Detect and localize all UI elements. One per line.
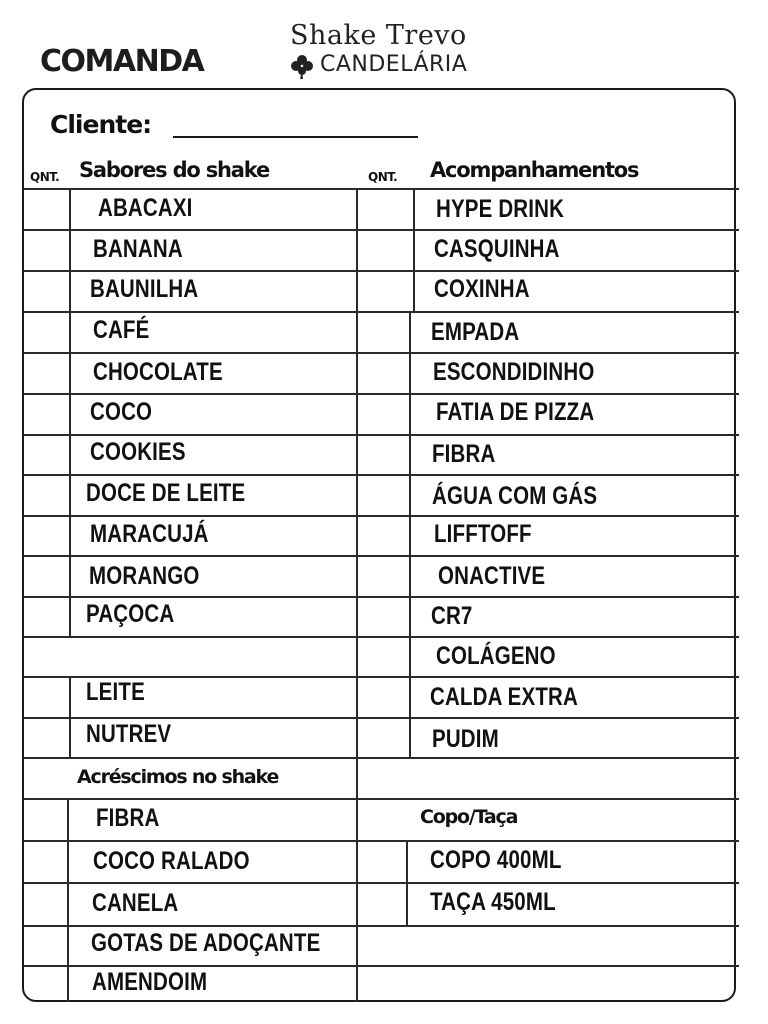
side-item: CR7 — [431, 602, 473, 630]
flavor-item: COCO — [90, 398, 153, 426]
side-item: LIFFTOFF — [434, 520, 532, 548]
brand-logo — [288, 18, 488, 88]
flavor-item: DOCE DE LEITE — [86, 479, 246, 507]
side-item: FATIA DE PIZZA — [436, 398, 595, 426]
qnt-label-left: QNT. — [30, 170, 60, 184]
extra-item: COCO RALADO — [93, 847, 250, 875]
cups-title: Copo/Taça — [420, 806, 518, 828]
side-item: ESCONDIDINHO — [433, 358, 595, 386]
flavor-item: MORANGO — [89, 562, 200, 590]
row-divider — [23, 965, 739, 967]
side-item: CALDA EXTRA — [430, 683, 578, 711]
side-item: FIBRA — [432, 440, 496, 468]
row-divider — [23, 555, 739, 557]
row-divider — [23, 636, 739, 638]
flavors-title: Sabores do shake — [79, 158, 270, 182]
flavor-item: COOKIES — [90, 438, 186, 466]
column-divider — [67, 798, 69, 1002]
flavor-item: BAUNILHA — [90, 275, 199, 303]
flavor-item: CAFÉ — [93, 316, 150, 344]
side-item: HYPE DRINK — [436, 195, 565, 223]
extra-item: GOTAS DE ADOÇANTE — [91, 929, 321, 957]
flavor-item: MARACUJÁ — [90, 520, 209, 548]
row-divider — [23, 925, 739, 927]
column-divider — [69, 188, 71, 636]
brand-name: Shake Trevo — [290, 20, 467, 51]
flavor-item: ABACAXI — [98, 194, 193, 222]
row-divider — [23, 352, 739, 354]
cup-item: TAÇA 450ML — [430, 888, 556, 916]
row-divider — [23, 229, 739, 231]
extra-item: CANELA — [92, 889, 179, 917]
extras-title: Acréscimos no shake — [77, 766, 279, 788]
brand-city: CANDELÁRIA — [320, 52, 468, 77]
cup-item: COPO 400ML — [430, 846, 562, 874]
page-title: COMANDA — [40, 44, 204, 79]
column-divider — [409, 311, 411, 757]
row-divider — [23, 840, 739, 842]
flavor-item: CHOCOLATE — [93, 358, 223, 386]
row-divider — [23, 882, 739, 884]
column-divider — [356, 188, 358, 1002]
row-divider — [23, 798, 739, 800]
qnt-label-right: QNT. — [368, 170, 398, 184]
base-item: LEITE — [86, 678, 145, 706]
client-name-field[interactable] — [173, 136, 418, 138]
client-label: Cliente: — [50, 110, 152, 139]
sides-title: Acompanhamentos — [430, 158, 639, 182]
flavor-item: PAÇOCA — [86, 600, 175, 628]
row-divider — [23, 188, 739, 190]
column-divider — [406, 840, 408, 925]
clover-icon — [288, 52, 316, 80]
side-item: EMPADA — [431, 318, 520, 346]
row-divider — [23, 474, 739, 476]
row-divider — [23, 717, 739, 719]
row-divider — [23, 311, 739, 313]
extra-item: AMENDOIM — [92, 968, 208, 996]
row-divider — [23, 270, 739, 272]
flavor-item: BANANA — [93, 235, 183, 263]
column-divider — [69, 676, 71, 757]
base-item: NUTREV — [86, 720, 172, 748]
row-divider — [23, 515, 739, 517]
side-item: ÁGUA COM GÁS — [432, 482, 598, 510]
row-divider — [23, 393, 739, 395]
row-divider — [23, 757, 739, 759]
side-item: ONACTIVE — [438, 562, 546, 590]
side-item: COLÁGENO — [436, 642, 556, 670]
side-item: COXINHA — [434, 275, 530, 303]
row-divider — [23, 596, 739, 598]
column-divider — [413, 188, 415, 311]
row-divider — [23, 434, 739, 436]
side-item: CASQUINHA — [434, 235, 560, 263]
extra-item: FIBRA — [96, 804, 160, 832]
side-item: PUDIM — [432, 725, 499, 753]
